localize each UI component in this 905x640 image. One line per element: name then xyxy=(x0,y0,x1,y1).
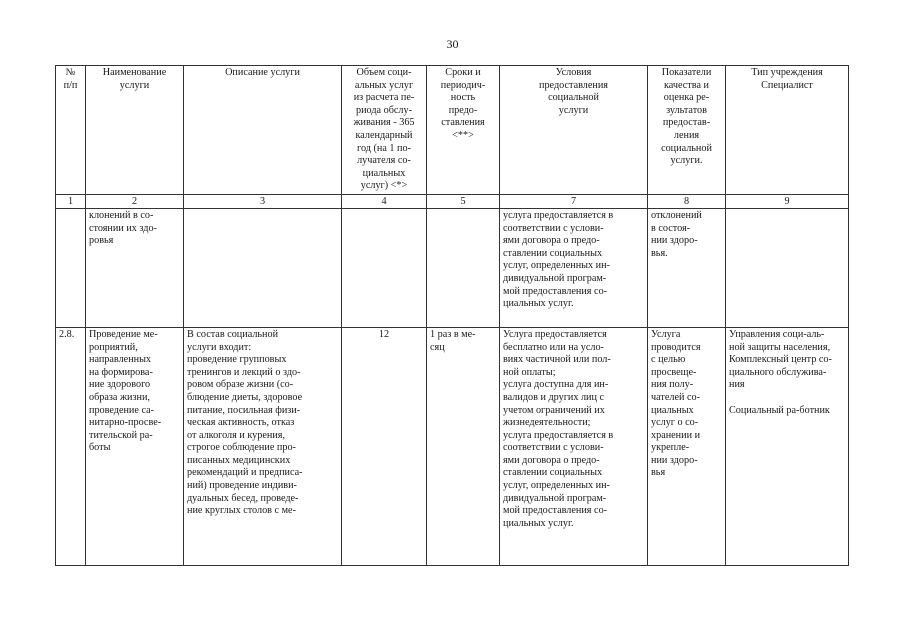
text-line: нии здоро- xyxy=(651,454,698,466)
row-number-cell: 2.8. xyxy=(56,327,86,565)
text-line: Сроки и xyxy=(445,67,481,78)
text-line: дивидуальной програм- xyxy=(503,492,607,504)
service-conditions-cell xyxy=(500,208,648,327)
table-row-continuation xyxy=(56,208,849,327)
text-line: в состоя- xyxy=(651,222,691,234)
text-line: бесплатно или на усло- xyxy=(503,341,604,353)
text-line: услуга доступна для ин- xyxy=(503,379,609,391)
service-period-cell xyxy=(427,327,500,565)
text-line: от алкоголя и курения, xyxy=(187,429,286,441)
text-line: стоянии их здо- xyxy=(89,222,157,234)
column-number: 3 xyxy=(184,194,342,208)
text-line: качества и xyxy=(664,79,709,91)
text-line: предо- xyxy=(448,104,478,116)
text-line: образа жизни, xyxy=(89,391,150,403)
text-line: укрепле- xyxy=(651,442,690,454)
text-line: периодич- xyxy=(440,79,486,91)
text-line: просвеще- xyxy=(651,366,697,378)
row-number-cell xyxy=(56,208,86,327)
header-cell xyxy=(56,66,86,195)
header-cell xyxy=(86,66,184,195)
text-line: ния полу- xyxy=(651,379,694,391)
institution-cell xyxy=(726,327,849,565)
text-line: ние круглых столов с ме- xyxy=(187,505,296,517)
text-line: ческая активность, отказ xyxy=(187,417,295,429)
text-line: Услуга предоставляется xyxy=(503,328,607,340)
text-line: вья xyxy=(651,467,666,479)
header-cell xyxy=(427,66,500,195)
text-line: ной защиты населения, xyxy=(729,341,831,353)
header-cell xyxy=(342,66,427,195)
text-line: мой предоставления со- xyxy=(503,505,608,517)
text-line: рекомендаций и предписа- xyxy=(187,467,303,479)
text-line: сяц xyxy=(430,341,445,353)
text-line: отклонений xyxy=(651,209,702,221)
text-line: лучателя со- xyxy=(357,155,411,167)
text-line: услуга предоставляется в xyxy=(503,209,614,221)
text-line: Управления соци-аль- xyxy=(729,328,825,340)
text-line: виях частичной или пол- xyxy=(503,354,611,366)
service-conditions-cell xyxy=(500,327,648,565)
text-line: Наименование xyxy=(102,67,167,78)
service-name-cell xyxy=(86,208,184,327)
text-line: тительской ра- xyxy=(89,429,153,441)
text-line: услуги входит: xyxy=(187,341,252,353)
text-line: ления xyxy=(673,129,700,141)
text-line: Социальный ра-ботник xyxy=(729,404,830,416)
text-line: альных услуг xyxy=(354,79,414,91)
text-line: услуг) <*> xyxy=(360,180,408,192)
text-line: Описание услуги xyxy=(225,67,300,78)
text-line: учетом ограничений их xyxy=(503,404,605,416)
header-row xyxy=(56,66,849,195)
text-line: из расчета пе- xyxy=(353,92,415,104)
service-description-cell xyxy=(184,327,342,565)
text-line: ность xyxy=(450,92,476,104)
service-period-cell xyxy=(427,208,500,327)
text-line: ной оплаты; xyxy=(503,366,556,378)
column-number: 1 xyxy=(56,194,86,208)
text-line: вья. xyxy=(651,247,668,259)
text-line: проведение групповых xyxy=(187,354,287,366)
text-line: циальных услуг. xyxy=(503,298,574,310)
text-line: календарный xyxy=(355,129,413,141)
text-line: направленных xyxy=(89,354,152,366)
page-number: 30 xyxy=(446,37,459,51)
text-line: Условия xyxy=(555,67,592,78)
text-line: ями договора о предо- xyxy=(503,235,600,247)
text-line: Тип учреждения xyxy=(751,67,823,78)
text-line: жизнедеятельности; xyxy=(503,417,591,429)
text-line: В состав социальной xyxy=(187,328,279,340)
text-line: писанных медицинских xyxy=(187,454,291,466)
service-volume-cell xyxy=(342,208,427,327)
column-number: 5 xyxy=(427,194,500,208)
text-line: живания - 365 xyxy=(353,117,415,129)
text-line: Специалист xyxy=(761,79,813,91)
text-line: нитарно-просве- xyxy=(89,417,162,429)
text-line: Комплексный центр со- xyxy=(729,354,832,366)
text-line: социальной xyxy=(548,92,599,104)
text-line: проведение са- xyxy=(89,404,155,416)
column-number: 8 xyxy=(648,194,726,208)
text-line: услуги xyxy=(119,79,150,91)
text-line: Проведение ме- xyxy=(89,328,158,340)
text-line: тренингов и лекций о здо- xyxy=(187,366,301,378)
text-line: хранении и xyxy=(651,429,701,441)
text-line: ровом образе жизни (со- xyxy=(187,379,294,391)
column-number: 7 xyxy=(500,194,648,208)
text-line: зультатов xyxy=(666,104,707,116)
institution-cell xyxy=(726,208,849,327)
text-line: проводится xyxy=(651,341,701,353)
text-line: п/п xyxy=(63,79,78,91)
service-volume-cell: 12 xyxy=(342,327,427,565)
services-table xyxy=(55,65,849,566)
service-description-cell xyxy=(184,208,342,327)
text-line: циальных xyxy=(362,167,406,179)
text-line: ями договора о предо- xyxy=(503,454,600,466)
text-line: циальных услуг. xyxy=(503,517,574,529)
text-line: предостав- xyxy=(662,117,711,129)
service-name-cell xyxy=(86,327,184,565)
text-line: № xyxy=(65,67,76,78)
quality-indicators-cell xyxy=(648,327,726,565)
text-line: мой предоставления со- xyxy=(503,285,608,297)
text-line: на формирова- xyxy=(89,366,153,378)
text-line: блюдение диеты, здоровое xyxy=(187,391,303,403)
header-cell xyxy=(726,66,849,195)
text-line: ставлении социальных xyxy=(503,247,603,259)
quality-indicators-cell xyxy=(648,208,726,327)
text-line: <**> xyxy=(452,129,474,141)
text-line xyxy=(729,392,845,405)
text-line: ния xyxy=(729,379,745,391)
text-line: ний) проведение индиви- xyxy=(187,480,297,492)
text-line: валидов и других лиц с xyxy=(503,391,605,403)
text-line: социальной xyxy=(661,142,712,154)
text-line: клонений в со- xyxy=(89,209,154,221)
text-line: оценка ре- xyxy=(663,92,710,104)
column-number-row xyxy=(56,194,849,208)
text-line: услуги xyxy=(558,104,589,116)
column-number: 9 xyxy=(726,194,849,208)
text-line: год (на 1 по- xyxy=(357,142,411,154)
text-line: циальных xyxy=(651,404,694,416)
text-line: соответствии с услови- xyxy=(503,442,604,454)
text-line: чателей со- xyxy=(651,391,700,403)
text-line: услуга предоставляется в xyxy=(503,429,614,441)
text-line: дуальных бесед, проведе- xyxy=(187,492,299,504)
text-line: риода обслу- xyxy=(356,104,412,116)
text-line: с целью xyxy=(651,354,686,366)
table-row-2-8 xyxy=(56,327,849,565)
text-line: услуг, определенных ин- xyxy=(503,480,610,492)
header-cell xyxy=(648,66,726,195)
column-number: 2 xyxy=(86,194,184,208)
text-line: строгое соблюдение про- xyxy=(187,442,296,454)
text-line: ние здорового xyxy=(89,379,151,391)
text-line: циального обслужива- xyxy=(729,366,827,378)
text-line: Показатели xyxy=(661,67,712,78)
text-line: Объем соци- xyxy=(356,67,412,78)
header-cell xyxy=(500,66,648,195)
text-line: ставлении социальных xyxy=(503,467,603,479)
text-line: боты xyxy=(89,442,111,454)
text-line: ровья xyxy=(89,235,114,247)
column-number: 4 xyxy=(342,194,427,208)
text-line: соответствии с услови- xyxy=(503,222,604,234)
text-line: услуг о со- xyxy=(651,417,699,429)
header-cell xyxy=(184,66,342,195)
text-line: услуги. xyxy=(670,155,703,167)
text-line: предоставления xyxy=(539,79,608,91)
text-line: дивидуальной програм- xyxy=(503,272,607,284)
text-line: питание, посильная физи- xyxy=(187,404,301,416)
text-line: 1 раз в ме- xyxy=(430,328,476,340)
text-line: услуг, определенных ин- xyxy=(503,260,610,272)
text-line: ставления xyxy=(441,117,485,129)
text-line: нии здоро- xyxy=(651,235,698,247)
text-line: роприятий, xyxy=(89,341,138,353)
text-line: Услуга xyxy=(651,328,681,340)
